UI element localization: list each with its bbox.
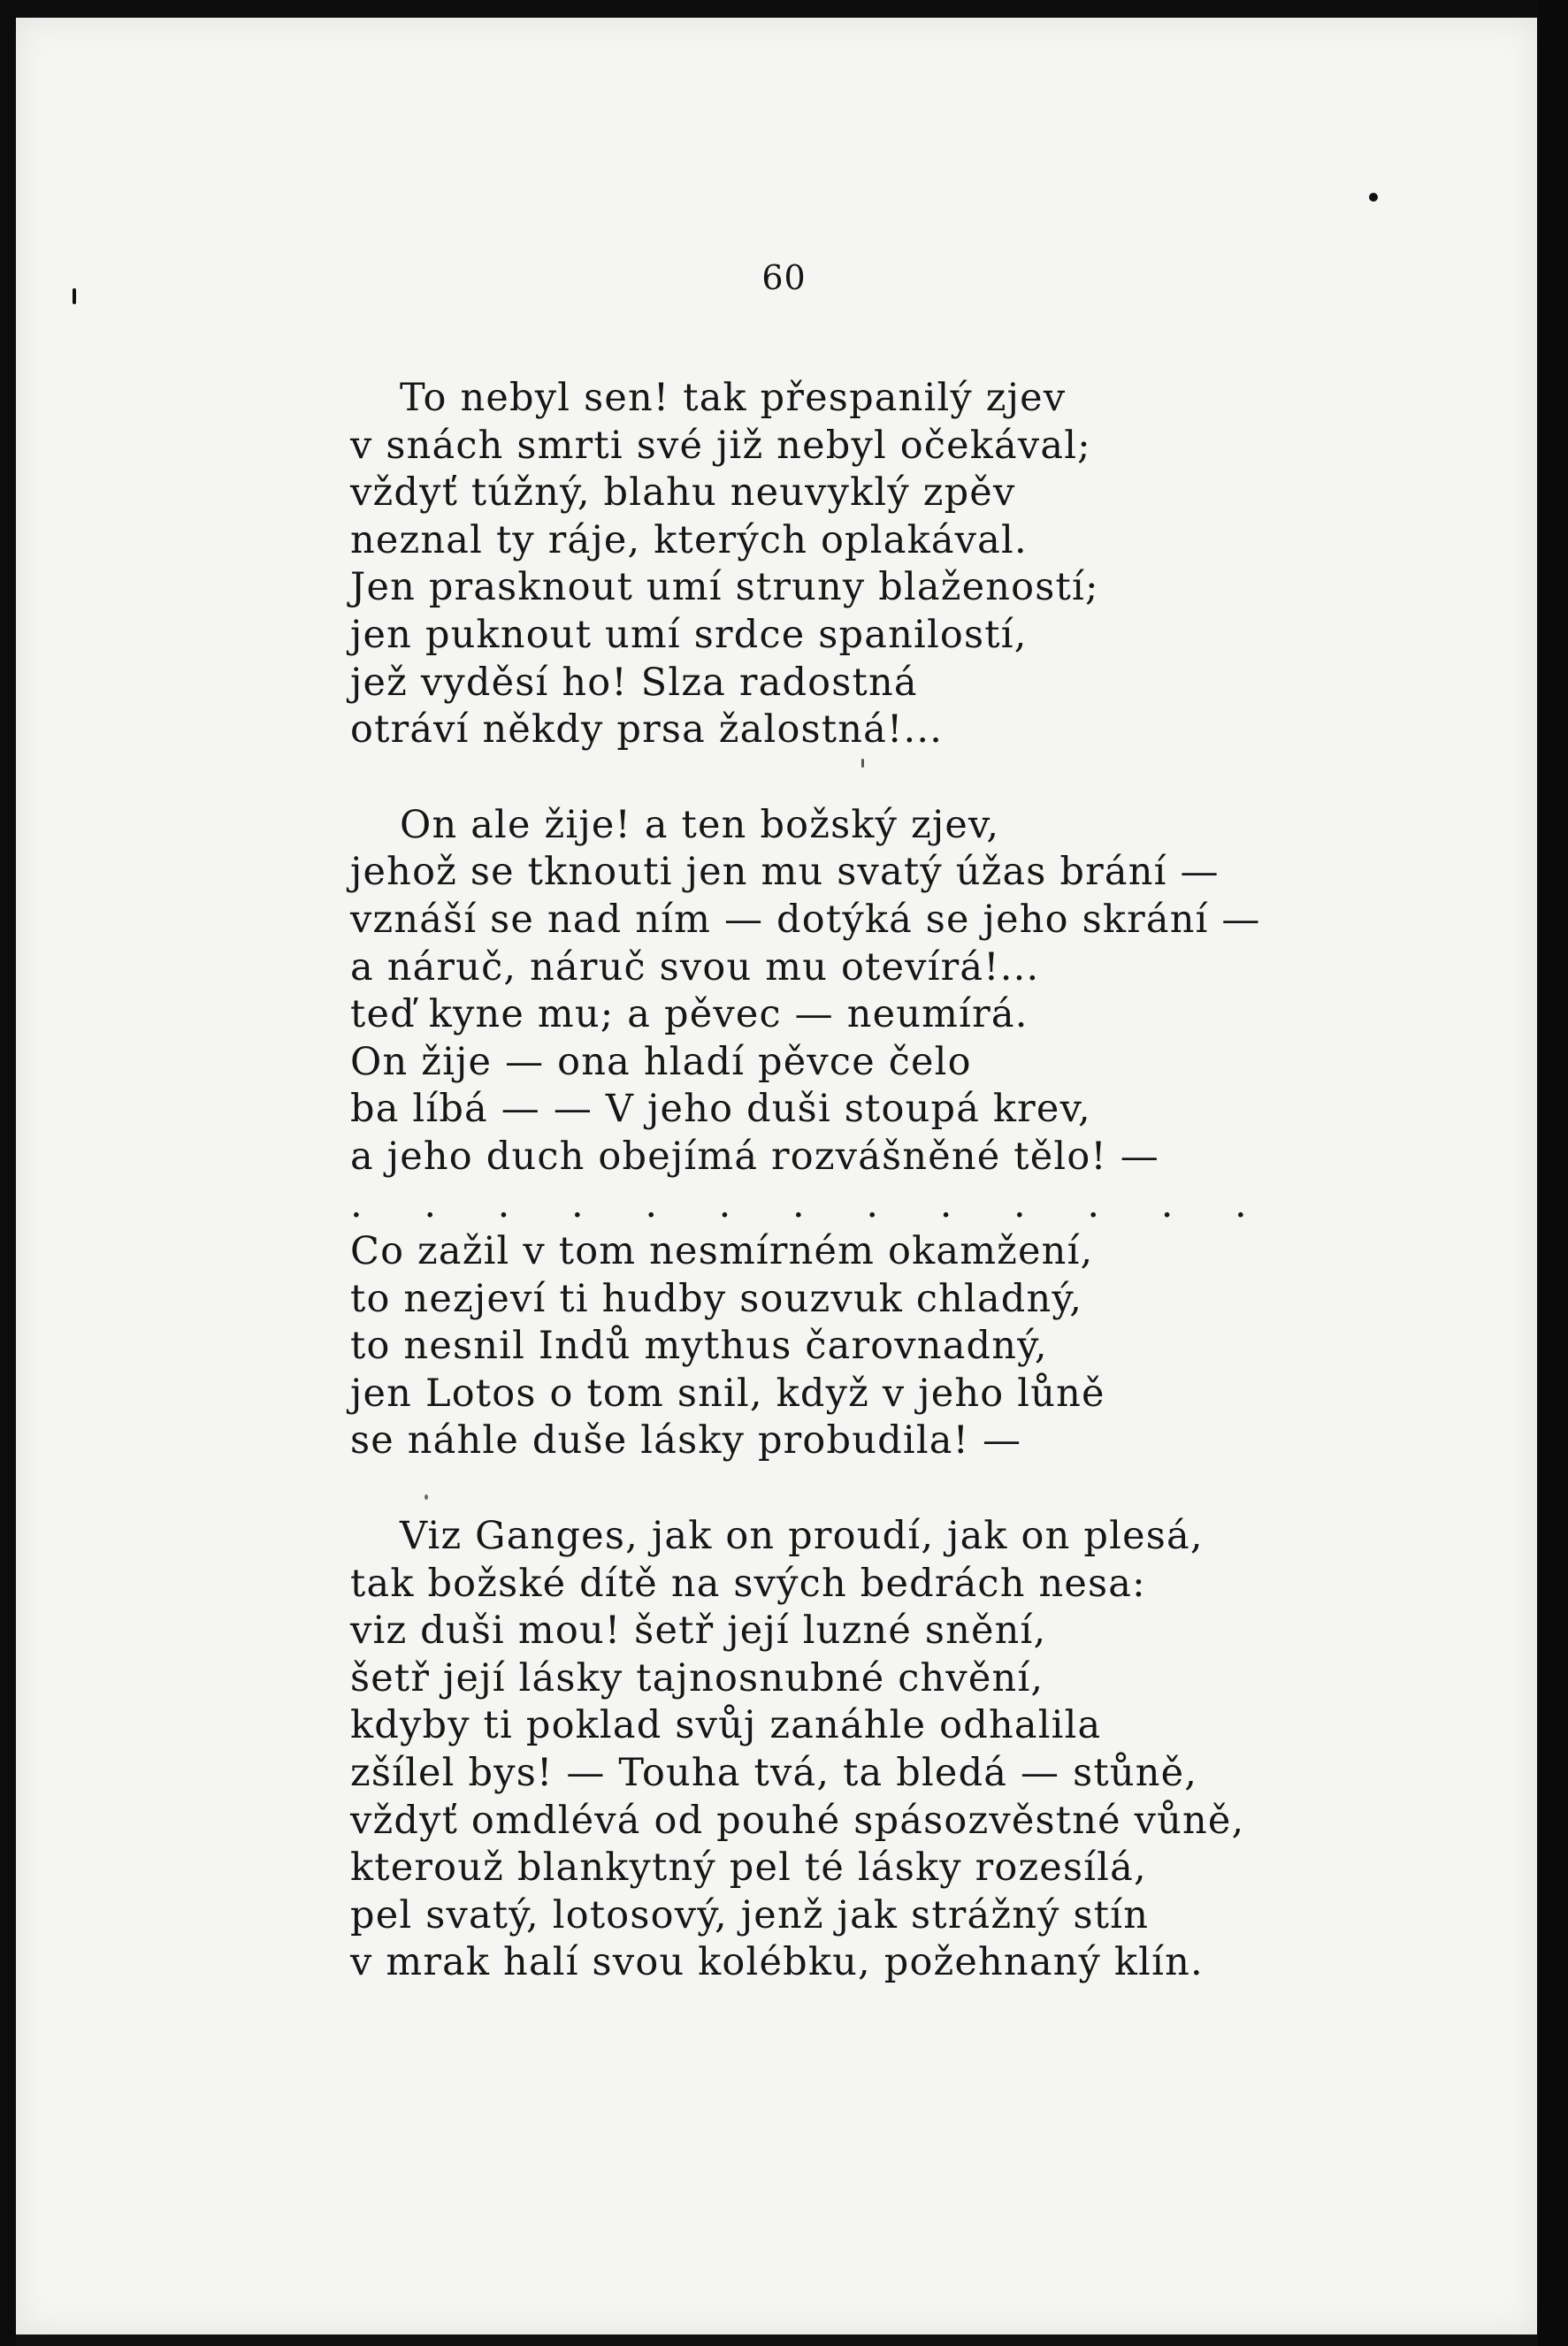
- stanza-2: [350, 802, 1341, 1465]
- scan-speck: [1369, 193, 1378, 202]
- poem-line: v mrak halí svou kolébku, požehnaný klín.: [350, 1940, 1204, 1985]
- poem-line: zšílel bys! — Touha tvá, ta bledá — stůně,: [350, 1751, 1198, 1796]
- poem-line: otráví někdy prsa žalostná!...: [350, 707, 944, 753]
- scan-border-left: [0, 0, 16, 2346]
- poem-line: jehož se tknouti jen mu svatý úžas brání —: [350, 850, 1220, 895]
- poem-line: Jen prasknout umí struny blažeností;: [350, 565, 1099, 610]
- poem-line: On žije — ona hladí pěvce čelo: [350, 1039, 972, 1084]
- poem-line: ba líbá — — V jeho duši stoupá krev,: [350, 1087, 1091, 1132]
- poem-line: jen Lotos o tom snil, když v jeho lůně: [350, 1371, 1105, 1416]
- poem-line: kdyby ti poklad svůj zanáhle odhalila: [350, 1703, 1102, 1748]
- poem-line: vždyť túžný, blahu neuvyklý zpěv: [350, 470, 1016, 516]
- poem: [350, 375, 1341, 2035]
- poem-line: On ale žije! a ten božský zjev,: [400, 802, 1000, 847]
- poem-line: v snách smrti své již nebyl očekával;: [350, 423, 1091, 468]
- poem-line: tak božské dítě na svých bedrách nesa:: [350, 1561, 1146, 1606]
- poem-line: se náhle duše lásky probudila! —: [350, 1418, 1022, 1463]
- poem-line: jež vyděsí ho! Slza radostná: [350, 660, 918, 705]
- poem-line: kterouž blankytný pel té lásky rozesílá,: [350, 1845, 1147, 1891]
- poem-line: vždyť omdlévá od pouhé spásozvěstné vůně,: [350, 1798, 1245, 1843]
- poem-line: vznáší se nad ním — dotýká se jeho skrání —: [350, 897, 1261, 942]
- poem-line: a náruč, náruč svou mu otevírá!...: [350, 944, 1040, 990]
- poem-line: Viz Ganges, jak on proudí, jak on plesá,: [400, 1514, 1204, 1559]
- poem-line: Co zažil v tom nesmírném okamžení,: [350, 1229, 1094, 1274]
- stanza-1: [350, 375, 1341, 754]
- poem-line: to nezjeví ti hudby souzvuk chladný,: [350, 1276, 1083, 1321]
- poem-line: šetř její lásky tajnosnubné chvění,: [350, 1655, 1044, 1700]
- poem-line: jen puknout umí srdce spanilostí,: [350, 612, 1028, 657]
- poem-line: to nesnil Indů mythus čarovnadný,: [350, 1324, 1048, 1369]
- scan-border-top: [0, 0, 1568, 18]
- ellipsis-divider: . . . . . . . . . . . . .: [350, 1181, 1272, 1226]
- poem-line: teď kyne mu; a pěvec — neumírá.: [350, 992, 1029, 1037]
- poem-line: pel svatý, lotosový, jenž jak strážný stín: [350, 1892, 1150, 1937]
- poem-line: To nebyl sen! tak přespanilý zjev: [400, 376, 1067, 420]
- poem-line: neznal ty ráje, kterých oplakával.: [350, 517, 1028, 562]
- scan-border-right: [1538, 0, 1568, 2346]
- poem-line: a jeho duch obejímá rozvášněné tělo! —: [350, 1134, 1159, 1179]
- page-number: 60: [761, 258, 807, 297]
- poem-line: viz duši mou! šetř její luzné snění,: [350, 1609, 1047, 1654]
- stanza-3: [350, 1513, 1341, 1987]
